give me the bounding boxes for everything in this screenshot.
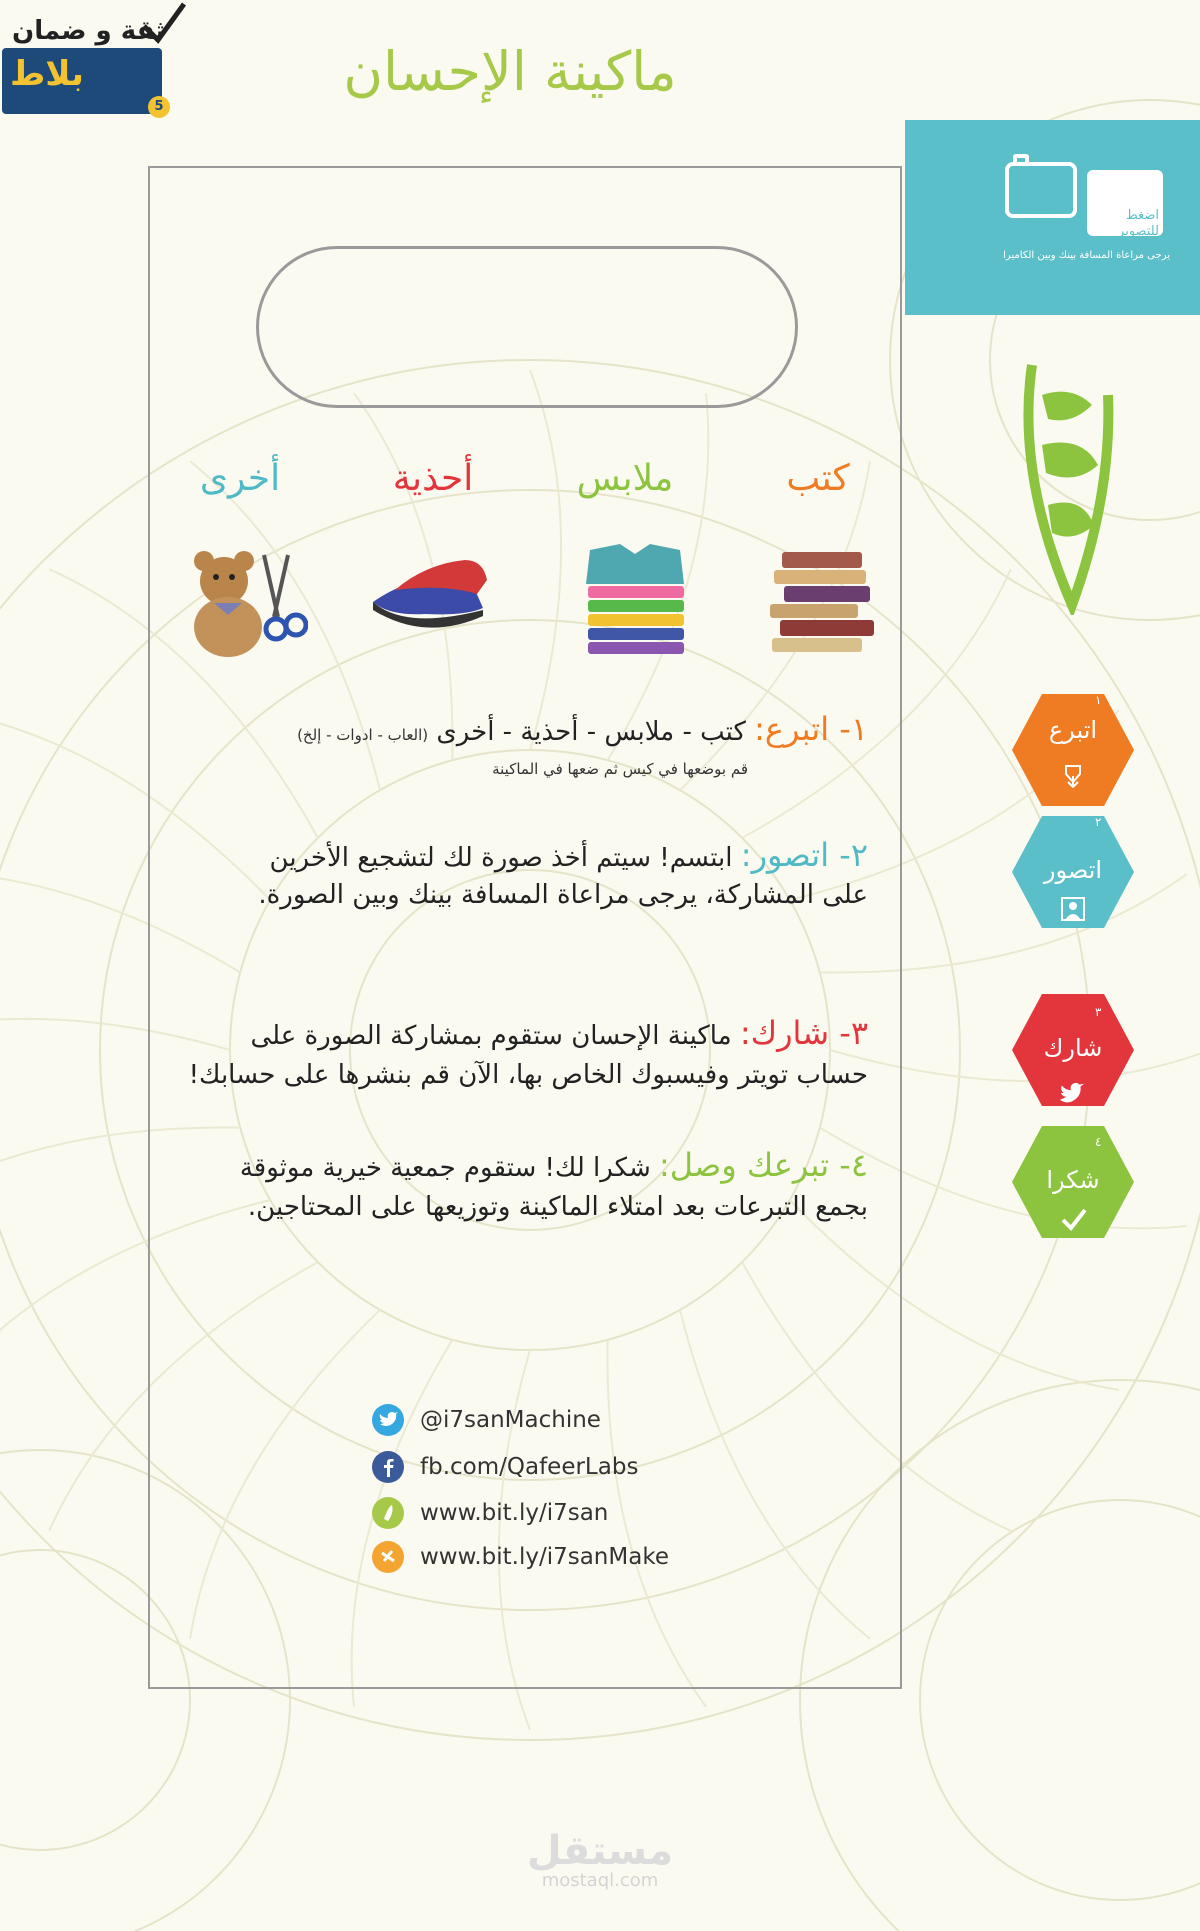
category-label-other: أخرى bbox=[199, 458, 281, 499]
camera-button-label: اضغط للتصوير bbox=[1118, 208, 1159, 239]
logo-block bbox=[2, 48, 162, 114]
category-label-clothes: ملابس bbox=[576, 458, 674, 499]
step-1-heading: ١- اتبرع: bbox=[754, 710, 868, 748]
step-3-line1 bbox=[148, 1014, 868, 1055]
social-link-1-text: www.bit.ly/i7san bbox=[420, 1500, 609, 1526]
side-step-donate bbox=[1010, 690, 1136, 810]
teddy-scissors-icon bbox=[178, 545, 308, 665]
step-4-text: شكرا لك! ستقوم جمعية خيرية موثوقة bbox=[239, 1153, 659, 1183]
side-step-share-number: ٣ bbox=[1095, 1005, 1102, 1019]
step-2-text: ابتسم! سيتم أخذ صورة لك لتشجيع الأخرين bbox=[269, 843, 741, 873]
side-step-donate-number: ١ bbox=[1095, 693, 1102, 707]
donate-icon bbox=[1060, 762, 1086, 788]
logo-year-badge: 5 bbox=[148, 96, 170, 118]
side-step-share-label: شارك bbox=[1043, 1034, 1103, 1062]
person-icon bbox=[1060, 896, 1086, 922]
step-4-line2: بجمع التبرعات بعد امتلاء الماكينة وتوزيعها على المحتاجين. bbox=[247, 1192, 868, 1222]
social-link-2[interactable] bbox=[372, 1541, 772, 1575]
logo-tagline: ثقة و ضمان bbox=[12, 16, 166, 46]
step-2-line1 bbox=[148, 836, 868, 877]
check-mark-icon bbox=[140, 0, 188, 48]
camera-hint: يرجى مراعاة المسافة بينك وبين الكاميرا bbox=[1003, 250, 1170, 261]
twitter-icon bbox=[1058, 1080, 1088, 1106]
donation-slot bbox=[256, 246, 798, 408]
books-icon bbox=[760, 540, 890, 660]
step-3-text: ماكينة الإحسان ستقوم بمشاركة الصورة على bbox=[250, 1021, 740, 1051]
brand-calligraphy-icon bbox=[1012, 355, 1122, 615]
social-twitter[interactable] bbox=[372, 1404, 772, 1438]
link-icon-green bbox=[372, 1497, 404, 1529]
step-2-heading: ٢- اتصور: bbox=[740, 836, 868, 874]
step-1-items: كتب - ملابس - أحذية - أخرى bbox=[428, 717, 755, 747]
camera-icon bbox=[1005, 162, 1077, 218]
social-facebook-text: fb.com/QafeerLabs bbox=[420, 1454, 639, 1480]
side-step-photo-label: اتصور bbox=[1043, 856, 1103, 884]
check-icon bbox=[1060, 1206, 1088, 1232]
step-3-heading: ٣- شارك: bbox=[739, 1014, 868, 1052]
social-link-2-text: www.bit.ly/i7sanMake bbox=[420, 1544, 669, 1570]
facebook-icon bbox=[372, 1451, 404, 1483]
side-step-thanks-label: شكرا bbox=[1046, 1166, 1100, 1194]
step-1-aside: (العاب - ادوات - إلخ) bbox=[297, 726, 429, 744]
category-label-books: كتب bbox=[786, 458, 850, 499]
step-2-line2: على المشاركة، يرجى مراعاة المسافة بينك وبين الصورة. bbox=[258, 880, 868, 910]
brand-logo-badge bbox=[0, 0, 190, 120]
step-4-heading: ٤- تبرعك وصل: bbox=[659, 1146, 868, 1184]
shoe-icon bbox=[365, 550, 495, 670]
step-1-line bbox=[148, 710, 868, 754]
link-icon-orange bbox=[372, 1541, 404, 1573]
camera-panel[interactable] bbox=[905, 120, 1200, 315]
clothes-icon bbox=[570, 540, 700, 660]
social-link-1[interactable] bbox=[372, 1497, 772, 1531]
category-label-shoes: أحذية bbox=[392, 458, 474, 499]
page-title: ماكينة الإحسان bbox=[343, 40, 677, 103]
twitter-icon bbox=[372, 1404, 404, 1436]
side-step-photo-number: ٢ bbox=[1095, 815, 1102, 829]
social-facebook[interactable] bbox=[372, 1451, 772, 1485]
step-3-line2: حساب تويتر وفيسبوك الخاص بها، الآن قم بنشرها على حسابك! bbox=[188, 1060, 868, 1090]
side-step-thanks-number: ٤ bbox=[1095, 1135, 1102, 1149]
watermark-logo: مستقل bbox=[526, 1828, 674, 1874]
step-4-line1 bbox=[148, 1146, 868, 1187]
watermark-url: mostaql.com bbox=[541, 1870, 659, 1891]
step-1-note: قم بوضعها في كيس ثم ضعها في الماكينة bbox=[492, 760, 748, 778]
side-step-donate-label: اتبرع bbox=[1048, 716, 1098, 744]
logo-block-text: بلاط bbox=[10, 54, 84, 94]
social-twitter-text: @i7sanMachine bbox=[420, 1407, 601, 1433]
